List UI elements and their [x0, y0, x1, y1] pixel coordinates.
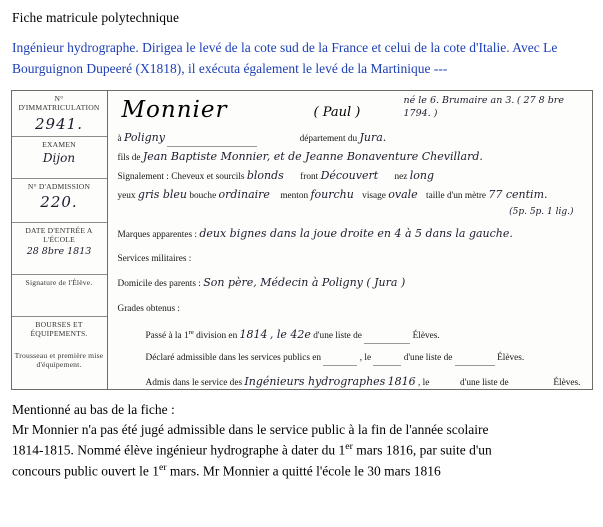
field-signature	[12, 275, 107, 317]
admis-label-c: d'une liste de	[460, 378, 509, 389]
field-date-entree-value: 28 8bre 1813	[26, 245, 92, 257]
footer-line-3a: concours public ouvert le 1	[12, 463, 159, 479]
student-firstname: ( Paul )	[313, 104, 361, 120]
field-bourses	[12, 317, 107, 389]
domicile-label: Domicile des parents :	[117, 279, 201, 290]
admis-label-b: , le	[417, 378, 430, 389]
admis-label-d: Élèves.	[553, 378, 581, 389]
admis-label-a: Admis dans le service des	[145, 378, 243, 389]
passed-rank: , le 42e	[269, 328, 311, 342]
field-immatriculation	[12, 91, 107, 137]
commune-value: Poligny	[123, 130, 165, 144]
admissible-label-d: Élèves.	[497, 353, 525, 364]
student-name: Monnier	[121, 96, 228, 123]
signalement-mouth-label: bouche	[189, 190, 217, 201]
departement-value: Jura.	[359, 130, 387, 144]
footer-line-1: Mr Monnier n'a pas été jugé admissible dans le service public à la fin de l'année scolaire	[12, 422, 489, 438]
field-immatriculation-value: 2941.	[35, 114, 83, 133]
field-admission-value: 220.	[40, 193, 78, 212]
footer-line-2-sup: er	[345, 441, 353, 453]
signalement-eyes-value: gris bleu	[137, 187, 188, 201]
footer-line-2b: mars 1816, par suite d'un	[352, 442, 492, 458]
signalement-front-value: Découvert	[320, 168, 379, 182]
row-signalement	[118, 167, 584, 186]
passed-label-a: Passé à la 1	[145, 331, 189, 342]
row-admis	[118, 373, 584, 390]
birth-line-3: 1794. )	[403, 107, 438, 119]
height-note: (5p. 5p. 1 lig.)	[509, 206, 574, 217]
name-row	[118, 95, 584, 129]
signalement-chin-value: fourchu	[310, 187, 354, 201]
row-grades	[118, 299, 584, 318]
passed-label-d: Élèves.	[412, 331, 440, 342]
card-left-column	[12, 91, 108, 389]
footer-note	[12, 400, 591, 482]
field-admission-label: N° D'ADMISSION	[27, 181, 91, 191]
field-bourses-value: Trousseau et première mise d'équipement.	[14, 350, 104, 370]
footer-line-2	[12, 440, 591, 461]
signalement-face-value: ovale	[388, 187, 418, 201]
departement-label: département du	[299, 133, 358, 144]
intro-paragraph: Ingénieur hydrographe. Dirigea le levé de la cote sud de la France et celui de la cote d'Italie. Avec Le Bourguignon Dupeeré (X1818), il exécuta également le levé de la Martinique ---	[12, 40, 558, 76]
signalement-eyes-label: yeux	[117, 190, 136, 201]
admissible-label-b: , le	[359, 353, 372, 364]
field-examen-label: EXAMEN	[42, 139, 76, 149]
field-immatriculation-label: N° D'IMMATRICULATION	[18, 93, 100, 113]
signalement-hair-label: Cheveux et sourcils	[171, 171, 245, 182]
field-admission	[12, 179, 107, 223]
signalement-face-label: visage	[362, 190, 386, 201]
admis-year: 1816	[387, 375, 416, 389]
admissible-label-a: Déclaré admissible dans les services publics en	[145, 353, 322, 364]
field-date-entree-label: DATE D'ENTRÉE A L'ÉCOLE	[25, 225, 93, 245]
admis-service: Ingénieurs hydrographes	[244, 375, 386, 389]
birth-line-1: né le 6. Brumaire an 3.	[403, 94, 515, 106]
field-examen-value: Dijon	[42, 151, 76, 166]
footer-line-2a: 1814-1815. Nommé élève ingénieur hydrographe à dater du 1	[12, 442, 346, 458]
row-domicile	[118, 274, 584, 293]
row-marks	[118, 225, 584, 244]
row-commune	[118, 129, 584, 148]
birth-info	[404, 95, 582, 121]
signalement-hair-value: blonds	[246, 168, 284, 182]
signalement-nose-label: nez	[394, 171, 408, 182]
parents-label: fils de	[117, 152, 141, 163]
signalement-label: Signalement :	[117, 171, 169, 182]
birth-line-2: ( 27 8 bre	[516, 94, 564, 106]
grades-label: Grades obtenus :	[117, 304, 180, 315]
signalement-chin-label: menton	[280, 190, 309, 201]
admissible-label-c: d'une liste de	[403, 353, 453, 364]
footer-line-0: Mentionné au bas de la fiche :	[12, 401, 175, 417]
military-label: Services militaires :	[117, 254, 192, 265]
row-height-note	[118, 205, 584, 221]
domicile-value: Son père, Médecin à Poligny ( Jura )	[203, 276, 406, 290]
footer-line-3	[12, 461, 591, 482]
row-military	[118, 249, 584, 268]
footer-line-3-sup: er	[158, 462, 167, 474]
row-admissible	[118, 351, 584, 367]
marks-value: deux bignes dans la joue droite en 4 à 5 dans la gauche.	[199, 226, 513, 240]
row-parents	[118, 148, 584, 167]
signalement-height-value: 77 centim.	[488, 187, 548, 201]
signalement-front-label: front	[300, 171, 319, 182]
matricule-card	[11, 90, 593, 390]
field-bourses-label: BOURSES ET ÉQUIPEMENTS.	[30, 319, 88, 339]
parents-value: Jean Baptiste Monnier, et de Jeanne Bonaventure Chevillard.	[142, 149, 483, 163]
passed-sup: re	[188, 329, 194, 337]
field-date-entree	[12, 223, 107, 275]
field-signature-label: Signature de l'Élève.	[25, 277, 93, 287]
signalement-nose-value: long	[409, 168, 435, 182]
signalement-mouth-value: ordinaire	[218, 187, 270, 201]
passed-year: 1814	[239, 328, 268, 342]
field-examen	[12, 137, 107, 179]
page-title: Fiche matricule polytechnique	[12, 10, 180, 25]
passed-label-c: d'une liste de	[313, 331, 362, 342]
row-signalement-2	[118, 186, 584, 205]
card-right-column	[108, 91, 592, 389]
footer-line-3b: mars. Mr Monnier a quitté l'école le 30 mars 1816	[166, 463, 441, 479]
passed-label-b: division en	[193, 331, 238, 342]
commune-label: à	[117, 133, 122, 144]
row-passed	[118, 326, 584, 345]
signalement-height-label: taille d'un mètre	[426, 190, 487, 201]
marks-label: Marques apparentes :	[117, 229, 198, 240]
